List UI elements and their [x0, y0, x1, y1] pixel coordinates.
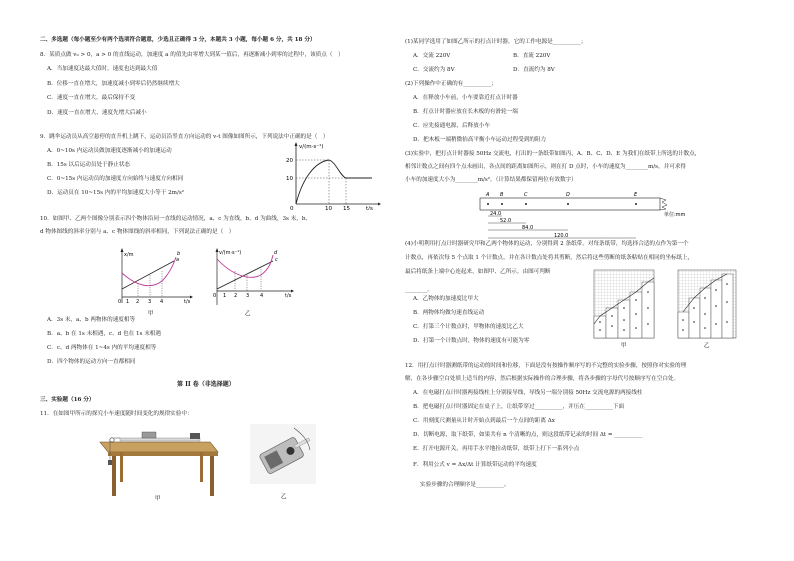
q10-jia-ylabel: x/m: [124, 252, 134, 258]
q10-line-c: [217, 261, 273, 289]
q9-option-c: C．0~15s 内运动员的加速度方向始终与速度方向相同: [47, 176, 184, 182]
tape-label-a: A: [486, 192, 490, 198]
tape-grid-yi: [676, 268, 740, 350]
tape-point-d: [567, 203, 569, 205]
part-2-title: 第 II 卷（非选择题）: [177, 381, 235, 388]
q10-label-d: d: [274, 250, 278, 256]
q8-option-d: D．速度一直在增大，速度先增大后减小: [47, 110, 147, 116]
q11-1-stem: (1)某同学选用了如图乙所示的打点计时器，它的工作电源是__________；: [405, 39, 587, 45]
tape-unit: 单位:mm: [664, 212, 686, 218]
q11-4-option-c: C．打第三个计数点时，甲物体的速度比乙大: [413, 324, 524, 330]
q11-1-option-c: C．交流约为 8V: [413, 67, 455, 73]
q10-yi-xtick-1: 1: [223, 293, 227, 299]
q12-step-b: B．把电磁打点计时器固定在桌子上，让纸带穿过__________，并压在__________下面: [413, 404, 625, 410]
q11-stem: 11．在如图甲所示的探究小车速度随时间变化的规律实验中：: [40, 411, 193, 417]
tape-dim-ad: 84.0: [522, 225, 534, 231]
tape-grid-jia: [592, 268, 656, 350]
q9-xtick-10: 10: [325, 206, 332, 210]
q9-option-a: A．0~10s 内运动员做加速度逐渐减小的加速运动: [47, 148, 172, 154]
q10-option-a: A．3s 末，a、b 两物体的速度相等: [47, 317, 136, 323]
q10-jia-xtick-1: 1: [126, 299, 130, 305]
hanging-weight: [108, 460, 112, 465]
apparatus-caption-jia: 甲: [155, 496, 161, 502]
tape-dim-ae: 120.0: [554, 233, 569, 239]
q11-2-option-b: B．打点计时器应放在长木板的有滑轮一端: [413, 109, 518, 115]
q10-curve-b: [122, 257, 176, 286]
q12-step-e: E．打开电源开关，再用手水平地拉动纸带，纸带上打下一系列小点: [413, 446, 580, 452]
tape-point-a: [487, 203, 489, 205]
q8-option-b: B．位移一直在增大，加速度减小到零后仍然继续增大: [47, 81, 180, 87]
q10-graph-yi: [207, 245, 297, 317]
q9-origin: 0: [290, 206, 294, 210]
q10-yi-caption: 乙: [245, 311, 251, 317]
q11-1-option-b: B．直流 220V: [513, 53, 551, 59]
tape-point-e: [635, 203, 637, 205]
tape-grid-jia-caption: 甲: [621, 343, 627, 349]
q11-1-option-d: D．直流约为 8V: [513, 67, 555, 73]
q9-ylabel: v/(m·s⁻¹): [299, 144, 324, 150]
q10-yi-xtick-2: 2: [234, 293, 238, 299]
q11-4-line1: (4)小明利用打点计时器研究甲和乙两个物体的运动，分别得到 2 条纸带。对每条纸带，均选择合适的点作为第一个: [405, 241, 689, 247]
q9-option-d: D．运动员在 10~15s 内的平均加速度大小等于 2m/s²: [47, 190, 184, 196]
tape-label-b: B: [500, 192, 504, 198]
pulley: [110, 438, 114, 442]
q10-stem-line1: 10．如图甲、乙两个图像分别表示四个物体沿同一直线的运动情况，a、c 为直线，b、d 为曲线，3s 末，b、: [40, 216, 312, 222]
q10-label-c: c: [275, 257, 278, 263]
q12-stem-line2: 解，在各步骤空白处填上适当的内容，然后根据实际操作的合理步骤，将各步骤的字母代号按顺序写在空白处。: [405, 376, 680, 382]
q11-4-line3: 最后将纸条上端中心连起来，如图甲、乙所示。由图可判断: [405, 269, 551, 275]
q11-4-option-b: B．两物体均做匀速直线运动: [413, 310, 485, 316]
q11-3-line3: 小车的加速度大小为________m/s²。（计算结果都保留两位有效数字）: [405, 177, 577, 183]
q11-2-stem: (2)下列操作中正确的有__________；: [405, 81, 497, 87]
q9-stem: 9．跳伞运动员从高空悬停的直升机上跳下，运动员沿竖直方向运动的 v-t 图像如图所示，下列说法中正确的是（ ）: [40, 134, 329, 140]
track-board: [120, 438, 200, 441]
tape-dim-ac: 52.0: [500, 218, 512, 224]
q9-xtick-15: 15: [343, 206, 350, 210]
q9-ytick-10: 10: [286, 176, 293, 182]
q10-jia-xtick-2: 2: [136, 299, 140, 305]
q10-yi-xlabel: t/s: [285, 293, 292, 299]
timer-figure-yi: [248, 422, 318, 502]
q12-step-f: F．利用公式 v = Δx/Δt 计算纸带运动的平均速度: [413, 462, 537, 468]
q12-step-c: C．用刻度尺测量从计时开始点到最后一个点间的距离 Δx: [413, 418, 555, 424]
q9-xlabel: t/s: [366, 206, 373, 210]
q10-option-b: B．a、b 在 1s 末相遇，c、d 也在 1s 末相遇: [47, 331, 161, 337]
q10-stem-line2: d 物体图线的斜率分别与 a、c 物体图线的斜率相同，下列说法正确的是（ ）: [40, 229, 235, 235]
q11-3-line2: 相邻计数点之间有四个点未画出，各点间的距离如图所示，则在打 D 点时，小车的速度为________m/s，并可求得: [405, 164, 687, 170]
q9-vt-curve: [296, 160, 372, 204]
apparatus-figure-jia: [90, 422, 230, 502]
tape-point-b: [501, 203, 503, 205]
q10-graph-jia: [112, 245, 197, 317]
tape-label-e: E: [634, 192, 638, 198]
q9-ytick-20: 20: [286, 158, 293, 164]
q11-1-option-a: A．交流 220V: [413, 53, 451, 59]
q11-2-option-a: A．在释放小车前，小车要靠近打点计时器: [413, 95, 518, 101]
q10-option-c: C．c、d 两物体在 1~4s 内的平均速度相等: [47, 345, 157, 351]
q11-3-line1: (3)实验中，把打点计时器接 50Hz 交流电，打出的一条纸带如图丙，A、B、C、D、E 为我们在纸带上所选的计数点，: [405, 151, 701, 157]
timer: [190, 433, 200, 439]
q11-4-option-d: D．打第一个计数点时，物体的速度有可能为零: [413, 338, 530, 344]
tape-strip: [480, 198, 660, 210]
timer-caption-yi: 乙: [281, 494, 287, 500]
q11-4-line2: 计数点，再依次每 5 个点取 1 个计数点，并在各计数点处将其剪断，然后将这些剪断的纸条粘贴在相同的坐标纸上，: [405, 255, 694, 261]
q8-stem: 8．某质点做 v₀ > 0，a > 0 的直线运动，加速度 a 的值先由零增大到某一值后，再逐渐减小到零的过程中，该质点（ ）: [40, 52, 344, 58]
q12-step-d: D．切断电源，取下纸带，如果共有 n 个清晰的点，则这段纸带记录的时间 Δt = __________: [413, 432, 643, 438]
q11-2-option-c: C．应先接通电源，后释放小车: [413, 123, 490, 129]
q10-jia-xlabel: t/s: [184, 299, 191, 305]
q10-yi-xtick-3: 3: [246, 293, 250, 299]
q11-4-line4: ________。: [405, 287, 433, 293]
q12-stem-line1: 12．用打点计时器测纸带的运动的时间和位移，下面是没有按操作顺序写的不完整的实验步骤，按照你对实验的理: [405, 363, 687, 369]
q10-curve-d: [217, 255, 273, 277]
cart: [142, 432, 156, 438]
q10-label-b: b: [177, 251, 181, 257]
tape-dim-ab: 24.0: [490, 211, 502, 217]
q10-jia-origin: 0: [118, 299, 122, 305]
section-2-title: 二、多选题（每小题至少有两个选项符合题意，少选且正确得 3 分，本题共 3 小题，每小题 6 分，共 18 分）: [40, 37, 316, 43]
q12-step-a: A．在电磁打点计时器两接线柱上分别接导线，导线另一端分别接 50Hz 交流电源的两接线柱: [413, 390, 643, 396]
q10-yi-xtick-4: 4: [260, 293, 264, 299]
q11-2-option-d: D．把木板一端稍微抬高平衡小车运动过程受到的阻力: [413, 137, 547, 143]
q8-option-a: A．当加速度达最大值时，速度也达到最大值: [47, 66, 158, 72]
q10-jia-xtick-3: 3: [148, 299, 152, 305]
q10-label-a: a: [176, 257, 180, 263]
q10-yi-origin: 0: [213, 293, 217, 299]
q10-jia-caption: 甲: [148, 311, 154, 317]
q9-option-b: B．15s 以后运动员处于静止状态: [47, 162, 131, 168]
tape-point-c: [525, 203, 527, 205]
q8-option-c: C．速度一直在增大，最后保持不变: [47, 95, 136, 101]
tape-grid-yi-caption: 乙: [704, 343, 710, 349]
section-3-title: 三、实验题（16 分）: [40, 397, 95, 403]
q10-yi-ylabel: v/(m·s⁻¹): [219, 250, 242, 256]
q9-vt-graph: [282, 140, 382, 210]
q12-order-answer: 实验步骤的合理顺序是__________。: [420, 482, 510, 488]
q10-jia-xtick-4: 4: [160, 299, 164, 305]
table-top: [100, 442, 218, 452]
q10-option-d: D．四个物体的运动方向一直都相同: [47, 359, 136, 365]
q10-line-a: [122, 261, 174, 289]
q11-4-option-a: A．乙物体的加速度比甲大: [413, 296, 479, 302]
tape-label-d: D: [566, 192, 570, 198]
tape-label-c: C: [524, 192, 528, 198]
